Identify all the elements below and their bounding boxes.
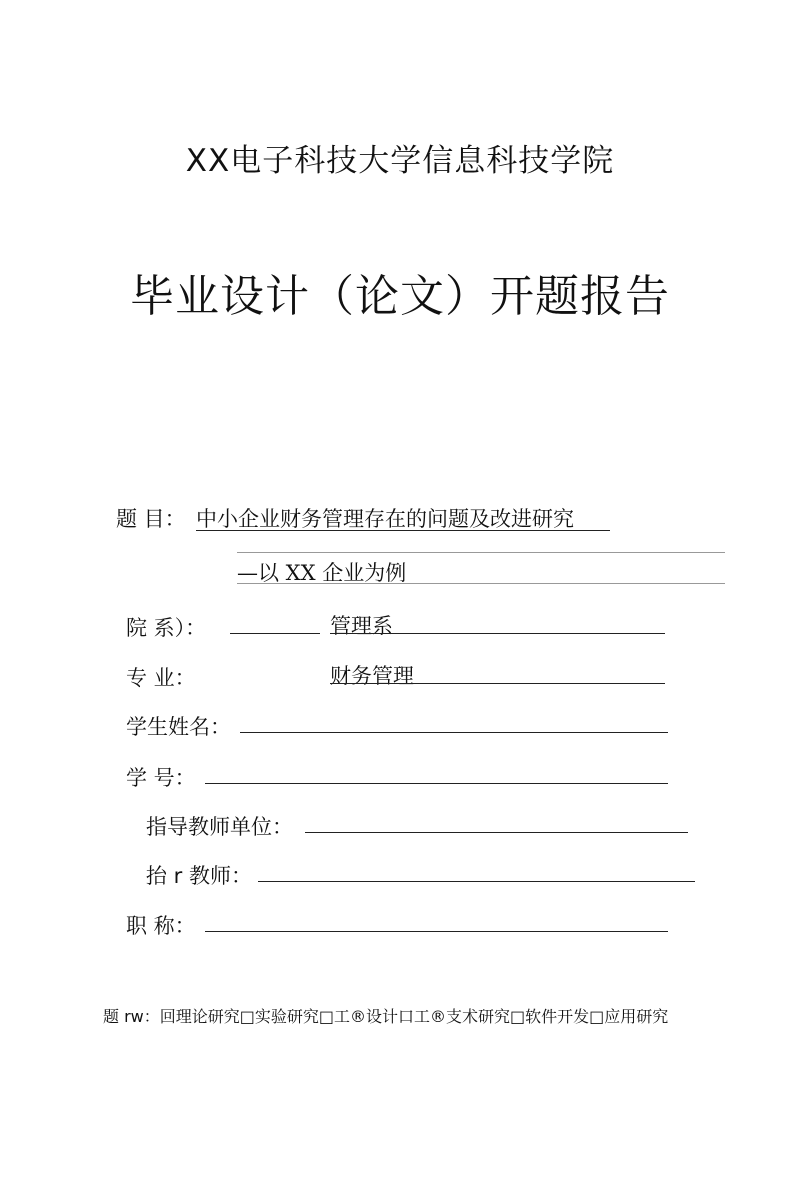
department-underline [330, 633, 665, 634]
topic-label: 题 目： [116, 507, 186, 531]
department-value[interactable]: 管理系 [330, 614, 393, 638]
school-name: XX电子科技大学信息科技学院 [185, 143, 615, 179]
advisor-field[interactable] [258, 881, 695, 882]
research-type-options: 题 rw：回理论研究□实验研究□工®设计口工®支术研究□软件开发□应用研究 [103, 1007, 669, 1026]
subtitle-top-rule [237, 552, 725, 553]
department-label: 院 系）： [126, 616, 207, 640]
student-id-field[interactable] [205, 783, 668, 784]
title-rank-label: 职 称： [126, 914, 196, 938]
topic-underline [196, 530, 610, 531]
student-name-label: 学生姓名： [126, 715, 231, 739]
advisor-unit-label: 指导教师单位： [146, 815, 293, 839]
topic-value: 中小企业财务管理存在的问题及改进研究 [196, 507, 574, 531]
title-rank-field[interactable] [205, 931, 668, 932]
topic-subtitle: —以 XX 企业为例 [237, 561, 407, 585]
document-title: 毕业设计（论文）开题报告 [130, 271, 670, 322]
student-id-label: 学 号： [126, 766, 196, 790]
advisor-unit-field[interactable] [305, 832, 688, 833]
advisor-label: 抬 r 教师： [146, 864, 252, 888]
subtitle-bottom-rule [237, 583, 725, 584]
major-label: 专 业： [126, 666, 196, 690]
major-underline [330, 683, 665, 684]
department-blank-line [230, 633, 320, 634]
student-name-field[interactable] [240, 732, 668, 733]
major-value[interactable]: 财务管理 [330, 664, 414, 688]
